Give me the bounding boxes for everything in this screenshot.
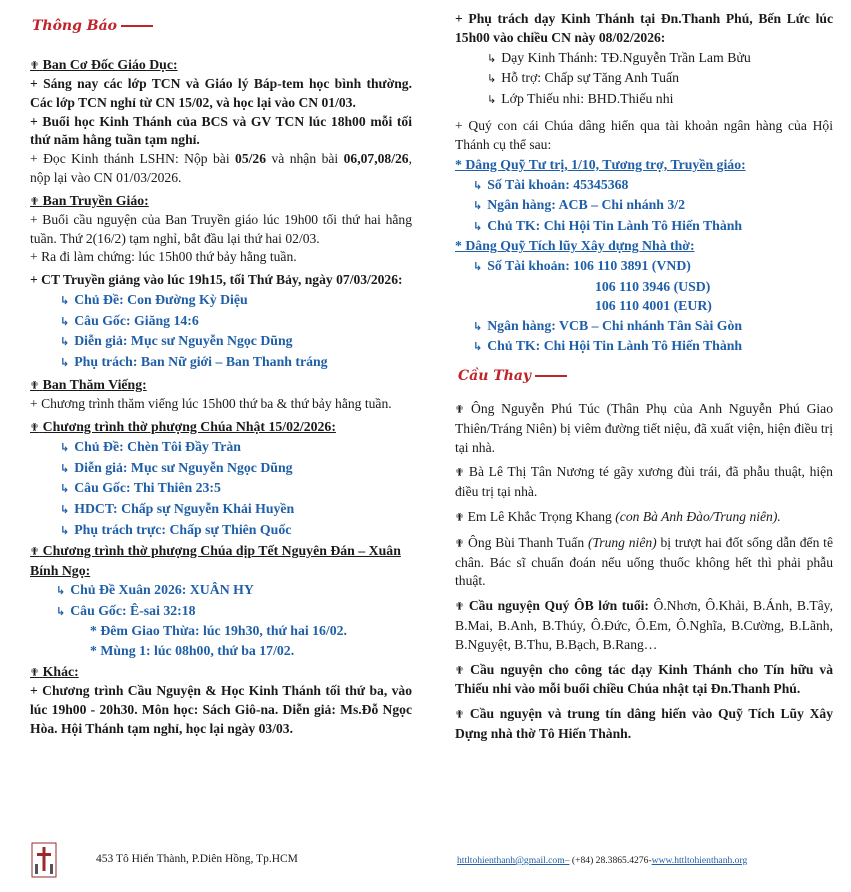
list-item: ↳ Hỗ trợ: Chấp sự Tăng Anh Tuấn xyxy=(487,70,680,86)
cross-icon: ✟ xyxy=(455,466,465,480)
list-item: ↳ Ngân hàng: ACB – Chi nhánh 3/2 xyxy=(473,197,686,213)
kt-p: + Phụ trách dạy Kinh Thánh tại Đn.Thanh Phú, Bến Lức lúc 15h00 vào chiều CN này 08/02/2026: xyxy=(455,11,833,45)
list-item: ↳ Diễn giả: Mục sư Nguyễn Ngọc Dũng xyxy=(60,459,293,475)
list-item: ↳ Số Tài khoản: 106 110 3891 (VND) xyxy=(473,257,691,273)
fund1-title: * Dâng Quỹ Tư trị, 1/10, Tương trợ, Truyền giáo: xyxy=(455,156,746,172)
ctcn-title: ✟ Chương trình thờ phượng Chúa Nhật 15/02/2026: xyxy=(30,419,336,435)
arrow-icon: ↳ xyxy=(60,523,70,537)
list-item: ↳ Câu Gốc: Ê-sai 32:18 xyxy=(56,602,196,618)
btv-p: + Chương trình thăm viếng lúc 15h00 thứ ba & thứ bảy hằng tuần. xyxy=(30,396,392,412)
right-column xyxy=(455,10,833,357)
cross-icon: ✟ xyxy=(455,403,465,416)
arrow-icon: ↳ xyxy=(60,335,70,349)
prayer-list xyxy=(455,400,833,744)
list-item: ↳ Chủ Đề: Chèn Tôi Đầy Tràn xyxy=(60,439,241,455)
list-item: ↳ Chủ Đề Xuân 2026: XUÂN HY xyxy=(56,582,254,598)
btg-p1: + Buổi cầu nguyện của Ban Truyền giáo lúc 19h00 tối thứ hai hằng tuần. Thứ 2(16/2) tạm nghỉ, bắt đầu lại thứ hai 02/03. xyxy=(30,211,412,246)
ctcn-list xyxy=(30,437,412,540)
church-logo xyxy=(31,842,57,878)
arrow-icon: ↳ xyxy=(60,293,70,307)
arrow-icon: ↳ xyxy=(60,314,70,328)
fund2-list xyxy=(455,256,833,357)
bank-intro: + Quý con cái Chúa dâng hiến qua tài khoản ngân hàng của Hội Thánh cụ thể sau: xyxy=(455,118,833,153)
arrow-icon: ↳ xyxy=(473,259,483,273)
cross-icon: ✟ xyxy=(455,708,465,722)
pray-p7: ✟ Cầu nguyện và trung tín dâng hiến vào Quỹ Tích Lũy Xây Dựng nhà thờ Tô Hiến Thành. xyxy=(455,706,833,741)
list-item: ↳ Dạy Kinh Thánh: TĐ.Nguyễn Trần Lam Bửu xyxy=(487,49,751,65)
cross-icon: ✟ xyxy=(30,666,40,680)
cross-icon: ✟ xyxy=(30,379,40,393)
list-item: ↳ HDCT: Chấp sự Nguyễn Khải Huyền xyxy=(60,500,295,516)
cau-thay-heading: Cầu Thay xyxy=(458,368,567,384)
ct-p: + CT Truyền giảng vào lúc 19h15, tối Thứ Bảy, ngày 07/03/2026: xyxy=(30,272,403,288)
bcs-p2: + Buổi học Kinh Thánh của BCS và GV TCN lúc 18h00 mỗi tối thứ năm hằng tuần tạm nghỉ. xyxy=(30,113,412,148)
ct-list xyxy=(30,290,412,372)
btg-p2: + Ra đi làm chứng: lúc 15h00 thứ bảy hằng tuần. xyxy=(30,249,297,265)
fund2-title: * Dâng Quỹ Tích lũy Xây dựng Nhà thờ: xyxy=(455,238,695,254)
khac-p: + Chương trình Cầu Nguyện & Học Kinh Thánh tối thứ ba, vào lúc 19h00 - 20h30. Môn học: Sách Giô-na. Diễn giả: Ms.Đỗ Ngọc Hòa. Hội Thánh tạm nghỉ, học lại ngày 03/03. xyxy=(30,683,412,737)
list-item: * Mùng 1: lúc 08h00, thứ ba 17/02. xyxy=(90,642,295,658)
email-link[interactable]: httltohienthanh@gmail.com– xyxy=(457,855,570,866)
list-item: 106 110 3946 (USD) xyxy=(595,278,711,294)
list-item: ↳ Lớp Thiếu nhi: BHD.Thiếu nhi xyxy=(487,90,674,106)
pray-p3: ✟ Em Lê Khắc Trọng Khang (con Bà Anh Đào/Trung niên). xyxy=(455,508,781,524)
footer-contact xyxy=(457,855,747,866)
phone-text: (+84) 28.3865.4276- xyxy=(569,855,652,866)
btg-title: ✟ Ban Truyền Giáo: xyxy=(30,192,149,208)
pray-p6: ✟ Cầu nguyện cho công tác dạy Kinh Thánh cho Tín hữu và Thiếu nhi vào mỗi buổi chiều Chúa nhật tại Đn.Thanh Phú. xyxy=(455,661,833,697)
arrow-icon: ↳ xyxy=(60,355,70,369)
arrow-icon: ↳ xyxy=(473,178,483,192)
left-column xyxy=(30,55,412,739)
bcs-p3: + Đọc Kinh thánh LSHN: Nộp bài 05/26 và nhận bài 06,07,08/26, nộp lại vào CN 01/03/2026. xyxy=(30,151,412,185)
bcs-title: ✟ Ban Cơ Đốc Giáo Dục: xyxy=(30,57,178,72)
kt-list xyxy=(455,48,833,110)
list-item: ↳ Câu Gốc: Thi Thiên 23:5 xyxy=(60,480,221,496)
list-item: ↳ Chủ TK: Chi Hội Tin Lành Tô Hiến Thành xyxy=(473,338,743,354)
cross-icon: ✟ xyxy=(30,421,40,435)
cross-icon: ✟ xyxy=(455,536,465,550)
tet-title: ✟ Chương trình thờ phượng Chúa dịp Tết Nguyên Đán – Xuân Bính Ngọ: xyxy=(30,543,401,579)
list-item: ↳ Số Tài khoản: 45345368 xyxy=(473,176,629,192)
pray-p1: ✟ Ông Nguyễn Phú Túc (Thân Phụ của Anh Nguyễn Phú Giao Thiên/Tráng Niên) bị viêm đường tiết niệu, đã xuất viện, hiện điều trị tại nhà. xyxy=(455,401,833,455)
btv-title: ✟ Ban Thăm Viếng: xyxy=(30,377,147,393)
arrow-icon: ↳ xyxy=(487,72,497,86)
bcs-p1: + Sáng nay các lớp TCN và Giáo lý Báp-tem học bình thường. Các lớp TCN nghỉ từ CN 15/02, và học lại vào CN 01/03. xyxy=(30,76,412,110)
footer-address: 453 Tô Hiến Thành, P.Diên Hồng, Tp.HCM xyxy=(96,853,298,865)
cross-icon: ✟ xyxy=(455,600,465,614)
list-item: ↳ Chủ TK: Chi Hội Tin Lành Tô Hiến Thành xyxy=(473,217,743,233)
arrow-icon: ↳ xyxy=(473,199,483,213)
arrow-icon: ↳ xyxy=(56,604,66,618)
arrow-icon: ↳ xyxy=(487,51,497,65)
cross-icon: ✟ xyxy=(455,510,465,524)
arrow-icon: ↳ xyxy=(60,502,70,516)
list-item: ↳ Phụ trách trực: Chấp sự Thiên Quốc xyxy=(60,521,292,537)
pray-p5: ✟ Cầu nguyện Quý ÔB lớn tuổi: Ô.Nhơn, Ô.Khải, B.Ánh, B.Tây, B.Mai, B.Anh, B.Thúy, Ô.Đức, Ô.Em, Ô.Nghĩa, B.Cường, B.Lãnh, B.Nguyệt, B.Thu, B.Bạch, B.Rang… xyxy=(455,598,833,652)
arrow-icon: ↳ xyxy=(473,219,483,233)
cross-icon: ✟ xyxy=(30,194,40,208)
list-item: ↳ Ngân hàng: VCB – Chi nhánh Tân Sài Gòn xyxy=(473,317,743,333)
arrow-icon: ↳ xyxy=(473,319,483,333)
cross-icon: ✟ xyxy=(455,663,465,677)
cross-icon: ✟ xyxy=(30,59,40,72)
arrow-icon: ↳ xyxy=(60,441,70,455)
pray-p2: ✟ Bà Lê Thị Tân Nương té gãy xương đùi trái, đã phẫu thuật, hiện điều trị tại nhà. xyxy=(455,464,833,500)
thong-bao-heading: Thông Báo xyxy=(32,18,153,34)
list-item: ↳ Diễn giả: Mục sư Nguyễn Ngọc Dũng xyxy=(60,333,293,349)
arrow-icon: ↳ xyxy=(60,482,70,496)
arrow-icon: ↳ xyxy=(473,340,483,354)
cross-icon: ✟ xyxy=(30,545,40,559)
website-link[interactable]: www.httltohienthanh.org xyxy=(651,855,748,866)
list-item: ↳ Câu Gốc: Giăng 14:6 xyxy=(60,312,199,328)
list-item: ↳ Chủ Đề: Con Đường Kỳ Diệu xyxy=(60,291,248,307)
arrow-icon: ↳ xyxy=(56,584,66,598)
arrow-icon: ↳ xyxy=(60,461,70,475)
arrow-icon: ↳ xyxy=(487,92,497,106)
list-item: ↳ Phụ trách: Ban Nữ giới – Ban Thanh tráng xyxy=(60,353,328,369)
list-item: * Đêm Giao Thừa: lúc 19h30, thứ hai 16/02. xyxy=(90,623,348,639)
tet-list xyxy=(30,580,412,660)
list-item: 106 110 4001 (EUR) xyxy=(595,298,712,314)
fund1-list xyxy=(455,175,833,237)
khac-title: ✟ Khác: xyxy=(30,664,79,680)
pray-p4: ✟ Ông Bùi Thanh Tuấn (Trung niên) bị trượt hai đốt sống dẫn đến tê chân. Bác sĩ chuẩn đoán nếu uống thuốc không hết thì phải phẫu thuật. xyxy=(455,534,833,589)
